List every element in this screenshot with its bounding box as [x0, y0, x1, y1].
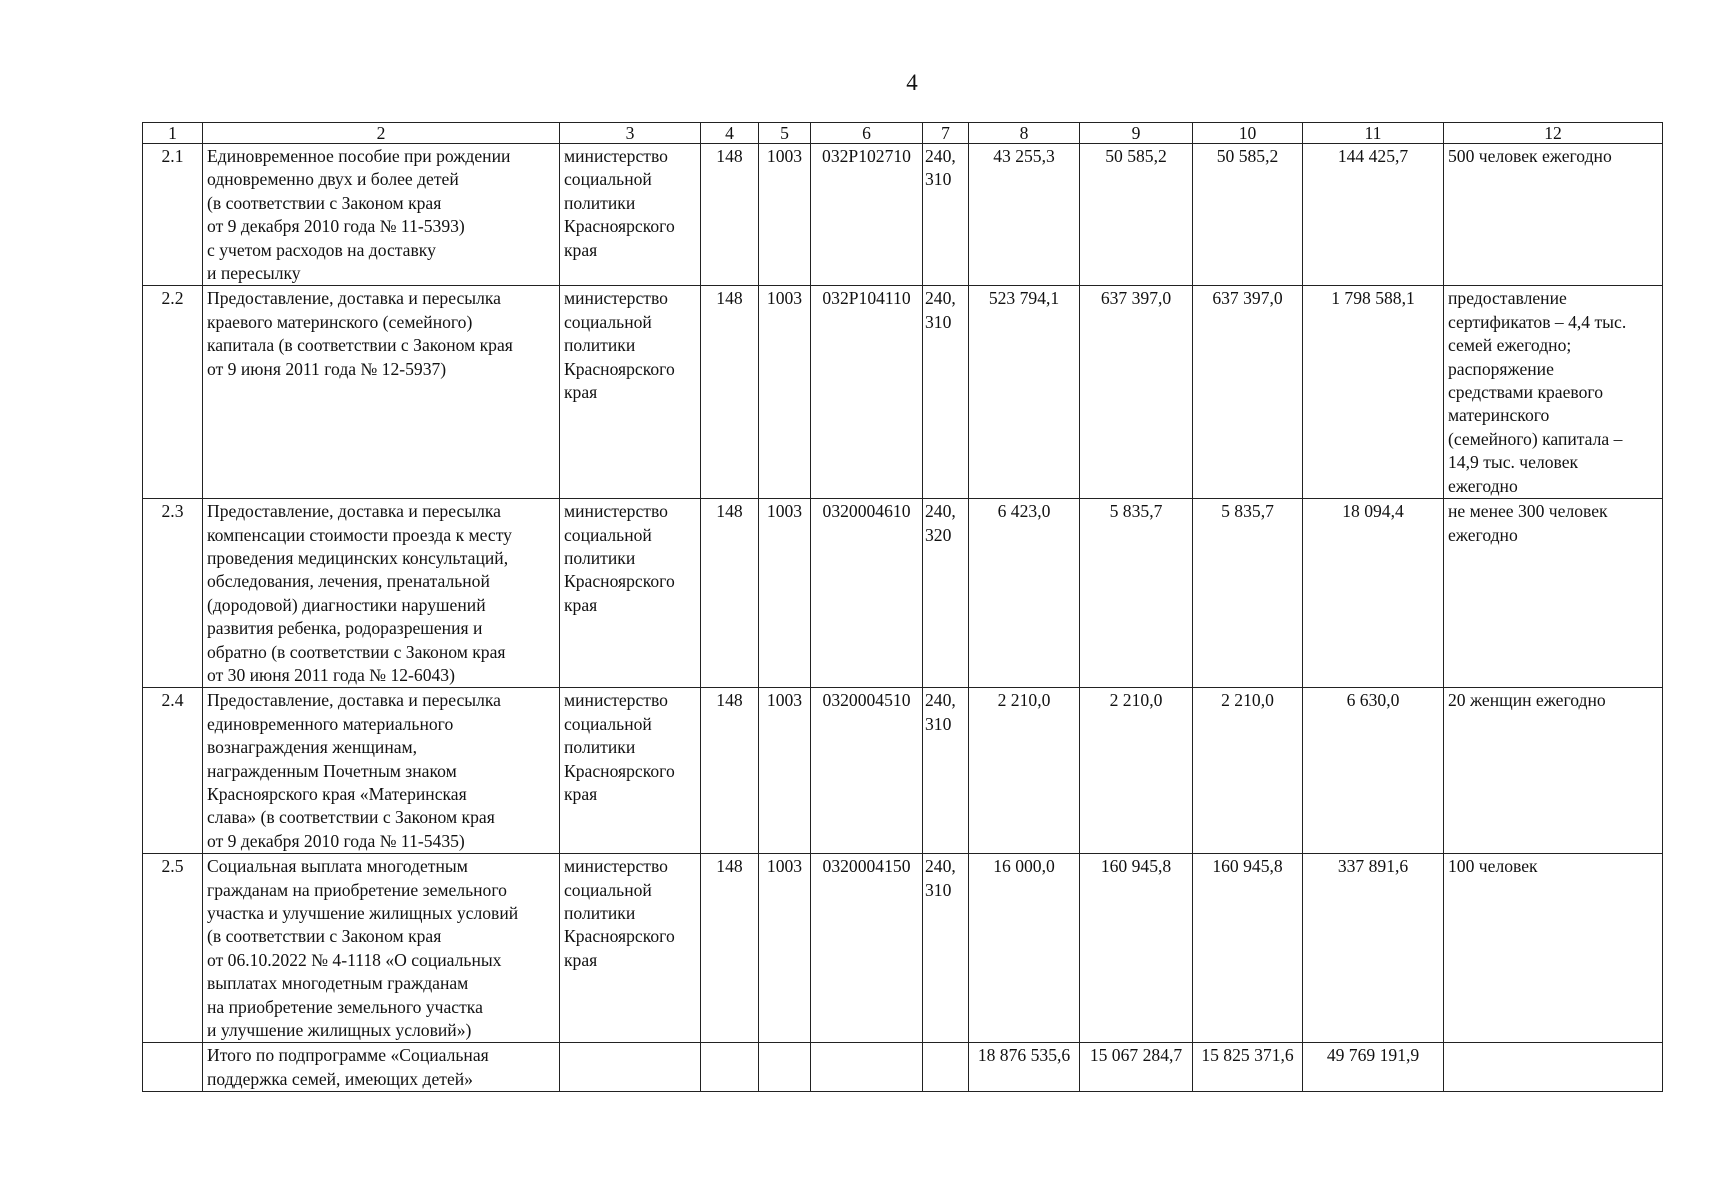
column-header: 3	[560, 123, 701, 144]
code-section: 1003	[759, 499, 811, 688]
organization-line: политики	[564, 547, 636, 568]
total-label-line: Итого по подпрограмме «Социальная	[207, 1045, 489, 1066]
result-line: 500 человек ежегодно	[1448, 146, 1612, 166]
amount-col11: 337 891,6	[1303, 854, 1444, 1043]
description-line: (в соответствии с Законом края	[207, 926, 442, 947]
organization-line: министерство	[564, 690, 668, 711]
expected-result	[1444, 499, 1663, 688]
organization-line: края	[564, 783, 598, 804]
column-header: 9	[1080, 123, 1193, 144]
column-header: 11	[1303, 123, 1444, 144]
total-col11: 49 769 191,9	[1303, 1043, 1444, 1092]
row-number: 2.2	[143, 286, 203, 499]
organization-line: министерство	[564, 501, 668, 522]
organization-line: социальной	[564, 879, 652, 900]
description-line: от 06.10.2022 № 4-1118 «О социальных	[207, 949, 502, 970]
organization-line: Красноярского	[564, 760, 675, 781]
row-number: 2.1	[143, 144, 203, 286]
description-line: Предоставление, доставка и пересылка	[207, 690, 501, 711]
code-expense-type	[923, 499, 969, 688]
description-line: обследования, лечения, пренатальной	[207, 571, 490, 592]
activity-description	[203, 286, 560, 499]
result-line: материнского	[1448, 405, 1550, 426]
description-line: Единовременное пособие при рождении	[207, 146, 511, 166]
expense-type-line: 240,	[925, 856, 956, 877]
table-row	[143, 688, 1663, 854]
responsible-organization	[560, 144, 701, 286]
total-empty-cell	[701, 1043, 759, 1092]
code-expense-type	[923, 144, 969, 286]
code-target: 0320004610	[811, 499, 923, 688]
organization-line: Красноярского	[564, 358, 675, 379]
total-empty-cell	[560, 1043, 701, 1092]
column-header: 4	[701, 123, 759, 144]
organization-line: политики	[564, 335, 636, 356]
code-gr: 148	[701, 688, 759, 854]
budget-table	[142, 122, 1663, 1092]
expense-type-line: 310	[925, 879, 952, 900]
total-col9: 15 067 284,7	[1080, 1043, 1193, 1092]
total-col10: 15 825 371,6	[1193, 1043, 1303, 1092]
description-line: (в соответствии с Законом края	[207, 192, 442, 213]
description-line: одновременно двух и более детей	[207, 169, 459, 190]
organization-line: края	[564, 949, 598, 970]
amount-col8: 43 255,3	[969, 144, 1080, 286]
page-number: 4	[906, 70, 918, 95]
responsible-organization	[560, 688, 701, 854]
column-header: 8	[969, 123, 1080, 144]
amount-col8: 6 423,0	[969, 499, 1080, 688]
code-section: 1003	[759, 144, 811, 286]
description-line: вознаграждения женщинам,	[207, 737, 418, 758]
result-line: ежегодно	[1448, 524, 1518, 545]
expected-result	[1444, 144, 1663, 286]
description-line: Социальная выплата многодетным	[207, 856, 468, 877]
amount-col10: 160 945,8	[1193, 854, 1303, 1043]
description-line: и пересылку	[207, 263, 301, 284]
description-line: Предоставление, доставка и пересылка	[207, 288, 501, 309]
total-col8: 18 876 535,6	[969, 1043, 1080, 1092]
amount-col11: 18 094,4	[1303, 499, 1444, 688]
expense-type-line: 240,	[925, 690, 956, 711]
code-target: 032P104110	[811, 286, 923, 499]
expense-type-line: 240,	[925, 501, 956, 522]
expected-result	[1444, 688, 1663, 854]
total-empty-cell	[759, 1043, 811, 1092]
amount-col10: 5 835,7	[1193, 499, 1303, 688]
amount-col11: 6 630,0	[1303, 688, 1444, 854]
activity-description	[203, 144, 560, 286]
table-row	[143, 144, 1663, 286]
table-row	[143, 286, 1663, 499]
activity-description	[203, 854, 560, 1043]
organization-line: Красноярского	[564, 571, 675, 592]
code-expense-type	[923, 286, 969, 499]
expected-result	[1444, 854, 1663, 1043]
activity-description	[203, 688, 560, 854]
organization-line: Красноярского	[564, 216, 675, 237]
amount-col10: 50 585,2	[1193, 144, 1303, 286]
result-line: предоставление	[1448, 288, 1567, 309]
organization-line: социальной	[564, 524, 652, 545]
result-line: сертификатов – 4,4 тыс.	[1448, 311, 1627, 332]
table-row	[143, 854, 1663, 1043]
column-header: 1	[143, 123, 203, 144]
amount-col9: 2 210,0	[1080, 688, 1193, 854]
expense-type-line: 240,	[925, 288, 956, 309]
row-number: 2.3	[143, 499, 203, 688]
column-header: 7	[923, 123, 969, 144]
description-line: выплатах многодетным гражданам	[207, 973, 469, 994]
description-line: награжденным Почетным знаком	[207, 760, 457, 781]
expense-type-line: 240,	[925, 146, 956, 166]
organization-line: министерство	[564, 856, 668, 877]
expense-type-line: 310	[925, 169, 952, 190]
code-target: 0320004150	[811, 854, 923, 1043]
description-line: капитала (в соответствии с Законом края	[207, 335, 513, 356]
result-line: 20 женщин ежегодно	[1448, 690, 1606, 711]
organization-line: края	[564, 594, 598, 615]
code-target: 032P102710	[811, 144, 923, 286]
description-line: компенсации стоимости проезда к месту	[207, 524, 512, 545]
description-line: с учетом расходов на доставку	[207, 239, 436, 260]
amount-col8: 2 210,0	[969, 688, 1080, 854]
code-expense-type	[923, 688, 969, 854]
organization-line: политики	[564, 903, 636, 923]
result-line: ежегодно	[1448, 475, 1518, 496]
code-gr: 148	[701, 499, 759, 688]
total-empty-cell	[1444, 1043, 1663, 1092]
amount-col10: 2 210,0	[1193, 688, 1303, 854]
total-label	[203, 1043, 560, 1092]
code-gr: 148	[701, 144, 759, 286]
description-line: и улучшение жилищных условий»)	[207, 1020, 472, 1041]
amount-col9: 637 397,0	[1080, 286, 1193, 499]
description-line: гражданам на приобретение земельного	[207, 879, 507, 900]
table-body	[143, 144, 1663, 1092]
result-line: средствами краевого	[1448, 382, 1603, 403]
organization-line: министерство	[564, 146, 668, 166]
amount-col8: 16 000,0	[969, 854, 1080, 1043]
row-number: 2.4	[143, 688, 203, 854]
code-target: 0320004510	[811, 688, 923, 854]
amount-col8: 523 794,1	[969, 286, 1080, 499]
code-section: 1003	[759, 688, 811, 854]
description-line: Красноярского края «Материнская	[207, 783, 467, 804]
total-empty-cell	[923, 1043, 969, 1092]
code-gr: 148	[701, 854, 759, 1043]
organization-line: политики	[564, 192, 636, 213]
code-gr: 148	[701, 286, 759, 499]
description-line: от 9 декабря 2010 года № 11-5435)	[207, 830, 465, 851]
expense-type-line: 310	[925, 311, 952, 332]
code-section: 1003	[759, 286, 811, 499]
header-row	[143, 123, 1663, 144]
total-empty-cell	[811, 1043, 923, 1092]
total-empty-cell	[143, 1043, 203, 1092]
responsible-organization	[560, 854, 701, 1043]
description-line: Предоставление, доставка и пересылка	[207, 501, 501, 522]
organization-line: министерство	[564, 288, 668, 309]
result-line: 14,9 тыс. человек	[1448, 452, 1579, 473]
amount-col9: 5 835,7	[1080, 499, 1193, 688]
code-section: 1003	[759, 854, 811, 1043]
result-line: (семейного) капитала –	[1448, 428, 1623, 449]
organization-line: социальной	[564, 169, 652, 190]
column-header: 10	[1193, 123, 1303, 144]
description-line: проведения медицинских консультаций,	[207, 547, 509, 568]
column-header: 5	[759, 123, 811, 144]
row-number: 2.5	[143, 854, 203, 1043]
organization-line: политики	[564, 737, 636, 758]
activity-description	[203, 499, 560, 688]
column-header: 6	[811, 123, 923, 144]
description-line: краевого материнского (семейного)	[207, 311, 473, 332]
result-line: семей ежегодно;	[1448, 335, 1572, 356]
code-expense-type	[923, 854, 969, 1043]
result-line: не менее 300 человек	[1448, 501, 1608, 522]
description-line: от 30 июня 2011 года № 12-6043)	[207, 664, 455, 685]
amount-col11: 1 798 588,1	[1303, 286, 1444, 499]
description-line: обратно (в соответствии с Законом края	[207, 641, 506, 662]
result-line: 100 человек	[1448, 856, 1538, 877]
description-line: развития ребенка, родоразрешения и	[207, 618, 483, 639]
description-line: участка и улучшение жилищных условий	[207, 903, 519, 923]
description-line: от 9 июня 2011 года № 12-5937)	[207, 358, 447, 379]
total-row	[143, 1043, 1663, 1092]
organization-line: края	[564, 239, 598, 260]
description-line: (дородовой) диагностики нарушений	[207, 594, 486, 615]
expected-result	[1444, 286, 1663, 499]
amount-col11: 144 425,7	[1303, 144, 1444, 286]
expense-type-line: 320	[925, 524, 952, 545]
column-header: 12	[1444, 123, 1663, 144]
organization-line: социальной	[564, 311, 652, 332]
amount-col9: 160 945,8	[1080, 854, 1193, 1043]
expense-type-line: 310	[925, 713, 952, 734]
organization-line: социальной	[564, 713, 652, 734]
responsible-organization	[560, 286, 701, 499]
organization-line: Красноярского	[564, 926, 675, 947]
description-line: на приобретение земельного участка	[207, 996, 483, 1017]
description-line: слава» (в соответствии с Законом края	[207, 807, 495, 828]
organization-line: края	[564, 382, 598, 403]
total-label-line: поддержка семей, имеющих детей»	[207, 1068, 473, 1089]
result-line: распоряжение	[1448, 358, 1554, 379]
column-header: 2	[203, 123, 560, 144]
amount-col10: 637 397,0	[1193, 286, 1303, 499]
responsible-organization	[560, 499, 701, 688]
description-line: от 9 декабря 2010 года № 11-5393)	[207, 216, 465, 237]
amount-col9: 50 585,2	[1080, 144, 1193, 286]
description-line: единовременного материального	[207, 713, 454, 734]
table-row	[143, 499, 1663, 688]
